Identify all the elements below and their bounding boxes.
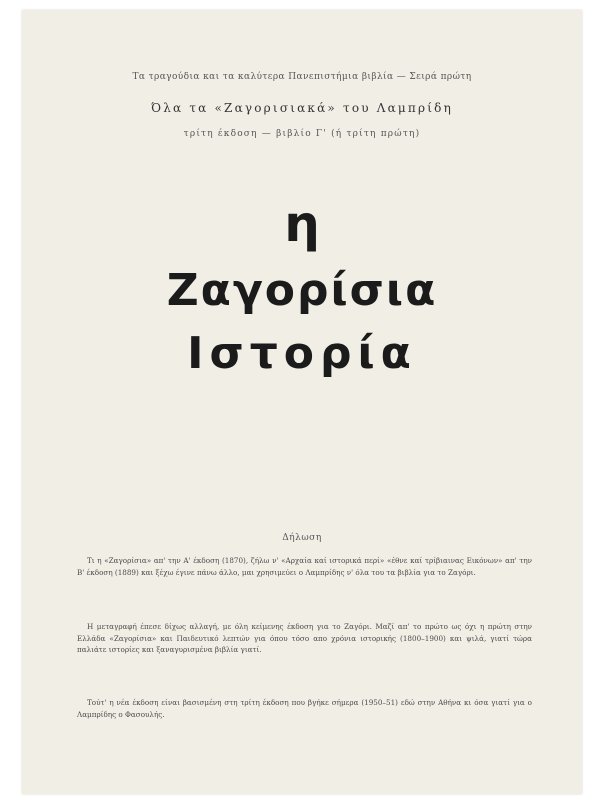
title-article: η — [284, 195, 320, 253]
note-paragraph: Τούτ' η νέα έκδοση είναι βασισμένη στη τρίτη έκδοση που βγήκε σήμερα (1950–51) εδώ στην Αθήνα κι όσα γιατί για ο Λαμπρίδης ο Φασουλής. — [77, 698, 532, 719]
title-word-zagorisia: Ζαγορίσια — [166, 265, 438, 316]
title-word-istoria: Ιστορία — [187, 328, 417, 379]
note-paragraph: Τι η «Ζαγορίσια» απ' την Α' έκδοση (1870), ζήλω ν' «Αρχαία καί ιστορικά περί» «έθνε καί τρίβιαινας Εικόνων» απ' την Β' έκδοση (1889) και ξέχω έγινε πάνω άλλο, μαι χρησιμεύει ο Λαμπρίδης ν' όλα του τα βιβλία για το Ζαγόρι. — [77, 556, 532, 577]
note-paragraph: Η μεταγραφή έπεσε δίχως αλλαγή, με όλη κείμενης έκδοση για το Ζαγόρι. Μαζί απ' το πρώτο ως όχι η πρώτη στην Ελλάδα «Ζαγορίσια» και Παιδευτικό λεπτών για όπου τόσο απο χρόνια ιστορικής (1800–1900) και ψιλά, γιατί τώρα παλιάτε ιστορίες και ξαναγυρισμένα βιβλία γιατί. — [77, 622, 532, 654]
book-page — [22, 10, 582, 794]
edition-header-line: τρίτη έκδοση — βιβλίο Γ' (ή τρίτη πρώτη) — [183, 129, 421, 139]
series-header-line: Τα τραγούδια και τα καλύτερα Πανεπιστήμια βιβλία — Σειρά πρώτη — [132, 72, 472, 82]
collection-header-line: Όλα τα «Ζαγορισιακά» του Λαμπρίδη — [150, 101, 453, 115]
note-heading: Δήλωση — [282, 533, 322, 543]
